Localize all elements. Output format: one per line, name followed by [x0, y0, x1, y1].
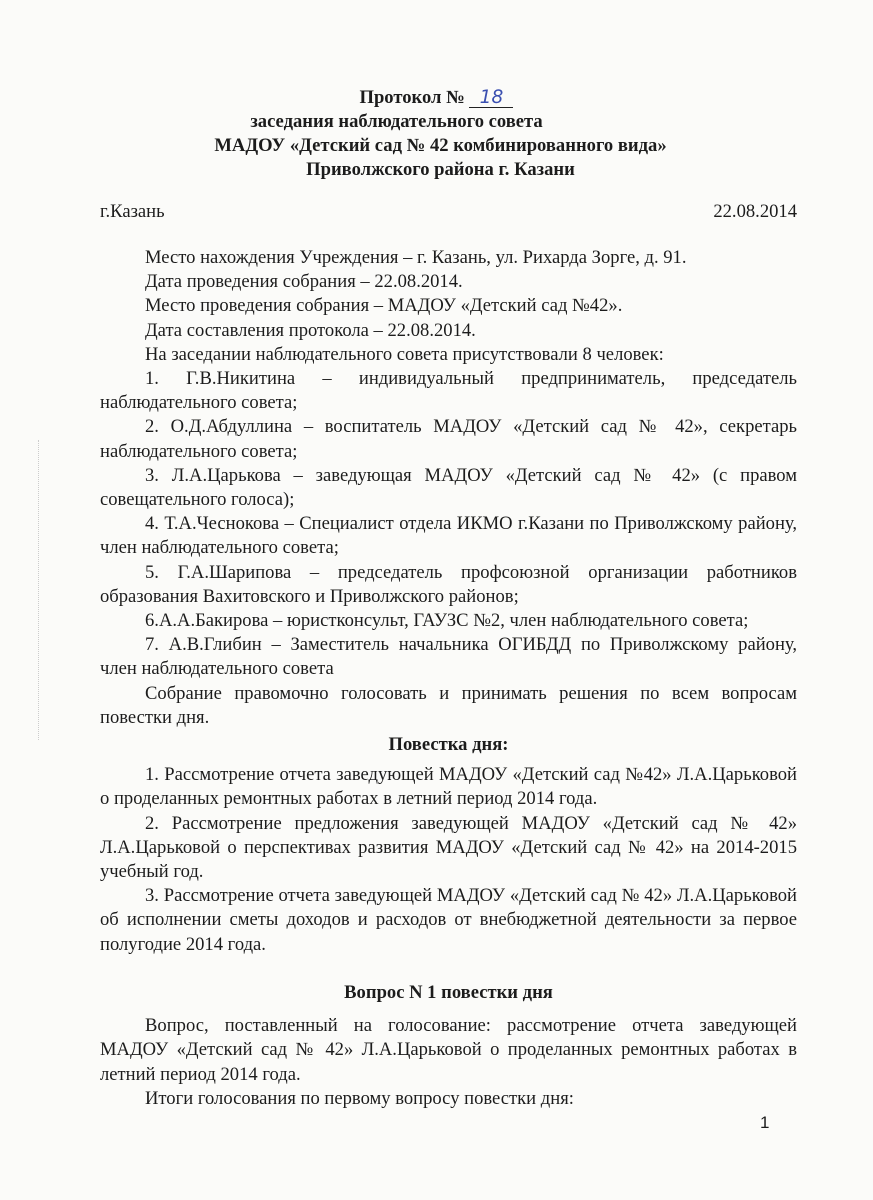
member-item: 4. Т.А.Чеснокова – Специалист отдела ИКМО г.Казани по Приволжскому району, член наблюдательного совета;	[100, 513, 797, 559]
paragraph: Итоги голосования по первому вопросу повестки дня:	[145, 1087, 574, 1109]
place-date-row	[100, 201, 797, 223]
member-item: 6.А.А.Бакирова – юристконсульт, ГАУЗС №2, член наблюдательного совета;	[145, 610, 749, 632]
handwritten-protocol-number: 18	[469, 89, 513, 108]
date: 22.08.2014	[713, 201, 797, 222]
paragraph: Собрание правомочно голосовать и принимать решения по всем вопросам повестки дня.	[100, 682, 797, 728]
paragraph: На заседании наблюдательного совета присутствовали 8 человек:	[145, 343, 664, 365]
city: г.Казань	[100, 201, 165, 222]
member-item: 2. О.Д.Абдуллина – воспитатель МАДОУ «Детский сад № 42», секретарь наблюдательного совета;	[100, 416, 797, 462]
question-1-section	[100, 981, 797, 1111]
scan-artifact	[38, 440, 41, 740]
subtitle-line: заседания наблюдательного совета	[250, 111, 543, 132]
member-item: 7. А.В.Глибин – Заместитель начальника ОГИБДД по Приволжскому району, член наблюдательного совета	[100, 634, 797, 680]
member-item: 3. Л.А.Царькова – заведующая МАДОУ «Детский сад № 42» (с правом совещательного голоса);	[100, 464, 797, 511]
paragraph: Дата проведения собрания – 22.08.2014.	[145, 271, 463, 293]
paragraph: Место нахождения Учреждения – г. Казань, ул. Рихарда Зорге, д. 91.	[145, 247, 687, 268]
intro-section	[100, 246, 797, 730]
protocol-title	[0, 86, 873, 110]
agenda-item: 3. Рассмотрение отчета заведующей МАДОУ «Детский сад № 42» Л.А.Царьковой об исполнении сметы доходов и расходов от внебюджетной деятельности за первое полугодие 2014 года.	[100, 885, 797, 955]
agenda-item: 2. Рассмотрение предложения заведующей МАДОУ «Детский сад № 42» Л.А.Царьковой о перспективах развития МАДОУ «Детский сад № 42» на 2014-2015 учебный год.	[100, 812, 797, 883]
paragraph: Дата составления протокола – 22.08.2014.	[145, 319, 476, 341]
member-item: 5. Г.А.Шарипова – председатель профсоюзной организации работников образования Вахитовского и Приволжского районов;	[100, 561, 797, 607]
question-title: Вопрос N 1 повестки дня	[344, 982, 553, 1003]
paragraph: Вопрос, поставленный на голосование: рассмотрение отчета заведующей МАДОУ «Детский сад № 42» Л.А.Царьковой о проделанных ремонтных работах в летний период 2014 года.	[100, 1015, 797, 1085]
page-number: 1	[760, 1113, 770, 1132]
member-item: 1. Г.В.Никитина – индивидуальный предприниматель, председатель наблюдательного совета;	[100, 368, 797, 414]
district-line: Приволжского района г. Казани	[306, 159, 575, 180]
agenda-item: 1. Рассмотрение отчета заведующей МАДОУ «Детский сад №42» Л.А.Царьковой о проделанных ремонтных работах в летний период 2014 года.	[100, 764, 797, 810]
paragraph: Место проведения собрания – МАДОУ «Детский сад №42».	[145, 295, 623, 317]
title-prefix: Протокол №	[359, 87, 465, 108]
organization-name: МАДОУ «Детский сад № 42 комбинированного вида»	[214, 135, 667, 156]
agenda-section	[100, 733, 797, 957]
agenda-title: Повестка дня:	[388, 734, 509, 755]
